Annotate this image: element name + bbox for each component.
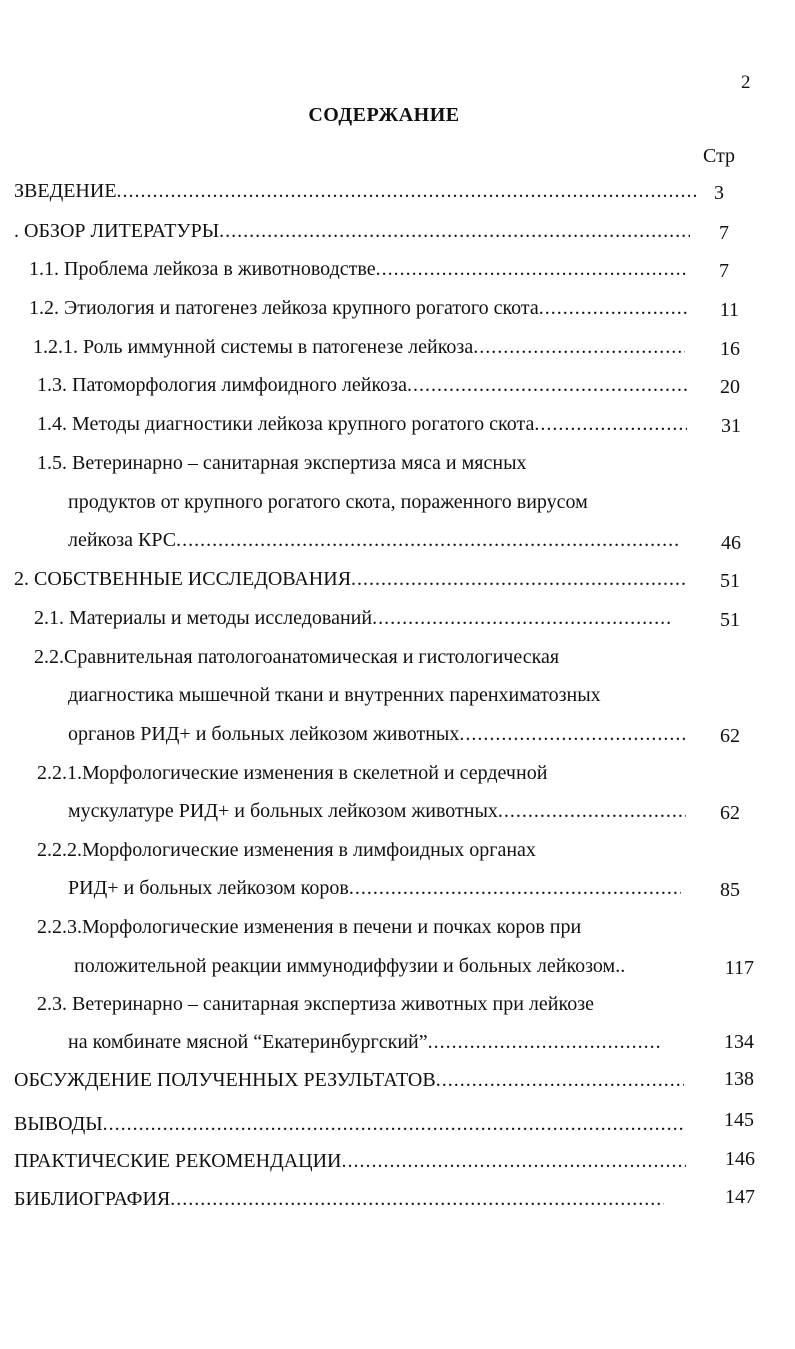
toc-entry-2-2-line3[interactable] — [68, 723, 686, 749]
toc-entry-2-3[interactable]: 2.3. Ветеринарно – санитарная экспертиза животных при лейкозе — [37, 993, 594, 1015]
toc-entry-page: 85 — [720, 879, 740, 901]
dot-leader — [459, 723, 686, 746]
page-column-header: Стр — [703, 145, 736, 167]
toc-entry-page: 62 — [720, 725, 740, 747]
toc-entry-page: 138 — [724, 1068, 754, 1090]
toc-entry-text: ОБСУЖДЕНИЕ ПОЛУЧЕННЫХ РЕЗУЛЬТАТОВ — [14, 1069, 436, 1091]
toc-entry-page: 11 — [719, 299, 739, 321]
toc-entry-page: 46 — [721, 532, 741, 554]
toc-entry-text: 2. СОБСТВЕННЫЕ ИССЛЕДОВАНИЯ — [14, 568, 352, 590]
toc-entry-1-2[interactable] — [29, 297, 689, 323]
toc-entry-text: РИД+ и больных лейкозом коров — [68, 877, 349, 899]
dot-leader — [372, 607, 672, 630]
toc-entry-1-1[interactable] — [29, 258, 688, 284]
toc-entry-text: ПРАКТИЧЕСКИЕ РЕКОМЕНДАЦИИ — [14, 1150, 342, 1172]
dot-leader — [534, 413, 687, 436]
dot-leader — [498, 800, 686, 823]
toc-entry-2-1[interactable] — [34, 607, 672, 633]
toc-entry-text: 1.3. Патоморфология лимфоидного лейкоза — [37, 374, 407, 396]
dot-leader — [219, 220, 690, 243]
toc-entry-text: . ОБЗОР ЛИТЕРАТУРЫ — [14, 220, 220, 242]
toc-entry-1-5-line3[interactable] — [68, 529, 680, 555]
toc-entry-page: 62 — [720, 802, 740, 824]
toc-entry-page: 31 — [721, 415, 741, 437]
toc-entry-2-3-line2[interactable] — [68, 1031, 662, 1057]
toc-entry-page: 7 — [719, 222, 729, 244]
toc-entry-2-2-3[interactable]: 2.2.3.Морфологические изменения в печени и почках коров при — [37, 916, 582, 938]
toc-entry-2-2-line2: диагностика мышечной ткани и внутренних паренхиматозных — [68, 684, 601, 706]
dot-leader — [103, 1113, 684, 1136]
toc-entry-page: 51 — [720, 570, 740, 592]
dot-leader — [351, 568, 685, 591]
page-number: 2 — [741, 72, 751, 93]
toc-entry-2-2-2-line2[interactable] — [68, 877, 681, 903]
toc-entry-introduction[interactable] — [14, 180, 696, 206]
toc-entry-1-2-1[interactable] — [33, 336, 685, 362]
toc-entry-text: органов РИД+ и больных лейкозом животных — [68, 723, 460, 745]
toc-entry-2-2-3-line2[interactable]: положительной реакции иммунодиффузии и больных лейкозом.. — [74, 955, 626, 977]
toc-entry-text: БИБЛИОГРАФИЯ — [14, 1188, 171, 1210]
toc-entry-page: 134 — [724, 1031, 754, 1053]
toc-entry-text: 1.4. Методы диагностики лейкоза крупного рогатого скота — [37, 413, 535, 435]
dot-leader — [436, 1069, 684, 1092]
toc-entry-text: 1.2.1. Роль иммунной системы в патогенезе лейкоза — [33, 336, 474, 358]
page-title: СОДЕРЖАНИЕ — [308, 104, 460, 126]
dot-leader — [349, 877, 681, 900]
dot-leader — [376, 258, 688, 281]
toc-entry-text: ЗВЕДЕНИЕ — [14, 180, 117, 202]
toc-entry-2-2[interactable]: 2.2.Сравнительная патологоанатомическая и гистологическая — [34, 646, 560, 668]
toc-entry-2-2-2[interactable]: 2.2.2.Морфологические изменения в лимфоидных органах — [37, 839, 536, 861]
dot-leader — [117, 180, 696, 203]
toc-entry-1-5[interactable]: 1.5. Ветеринарно – санитарная экспертиза мяса и мясных — [37, 452, 527, 474]
toc-entry-1-3[interactable] — [37, 374, 687, 400]
toc-entry-page: 146 — [725, 1148, 755, 1170]
toc-entry-recommendations[interactable] — [14, 1150, 686, 1176]
toc-entry-own-research[interactable] — [14, 568, 685, 594]
toc-entry-page: 147 — [725, 1186, 755, 1208]
toc-entry-text: ВЫВОДЫ — [14, 1113, 103, 1135]
toc-entry-page: 145 — [724, 1109, 754, 1131]
toc-entry-page: 117 — [724, 957, 754, 979]
toc-entry-text: мускулатуре РИД+ и больных лейкозом животных — [68, 800, 498, 822]
toc-entry-1-5-line2: продуктов от крупного рогатого скота, пораженного вирусом — [68, 491, 588, 513]
toc-entry-page: 20 — [720, 376, 740, 398]
toc-entry-1-4[interactable] — [37, 413, 687, 439]
toc-entry-page: 16 — [720, 338, 740, 360]
toc-entry-literature-review[interactable] — [14, 220, 690, 246]
dot-leader — [342, 1150, 687, 1173]
dot-leader — [428, 1031, 662, 1054]
toc-entry-page: 7 — [719, 260, 729, 282]
toc-entry-conclusions[interactable] — [14, 1113, 684, 1139]
dot-leader — [473, 336, 685, 359]
toc-entry-text: на комбинате мясной “Екатеринбургский” — [68, 1031, 428, 1053]
dot-leader — [539, 297, 689, 320]
toc-entry-2-2-1[interactable]: 2.2.1.Морфологические изменения в скелетной и сердечной — [37, 762, 548, 784]
dot-leader — [170, 1188, 664, 1211]
toc-entry-2-2-1-line2[interactable] — [68, 800, 686, 826]
toc-entry-page: 3 — [714, 182, 724, 204]
dot-leader — [176, 529, 680, 552]
toc-entry-text: 1.2. Этиология и патогенез лейкоза крупного рогатого скота — [29, 297, 539, 319]
dot-leader — [407, 374, 687, 397]
toc-entry-page: 51 — [720, 609, 740, 631]
toc-entry-bibliography[interactable] — [14, 1188, 664, 1214]
toc-entry-discussion[interactable] — [14, 1069, 684, 1095]
toc-entry-text: 2.1. Материалы и методы исследований — [34, 607, 373, 629]
toc-entry-text: 1.1. Проблема лейкоза в животноводстве — [29, 258, 376, 280]
toc-entry-text: лейкоза КРС — [68, 529, 177, 551]
